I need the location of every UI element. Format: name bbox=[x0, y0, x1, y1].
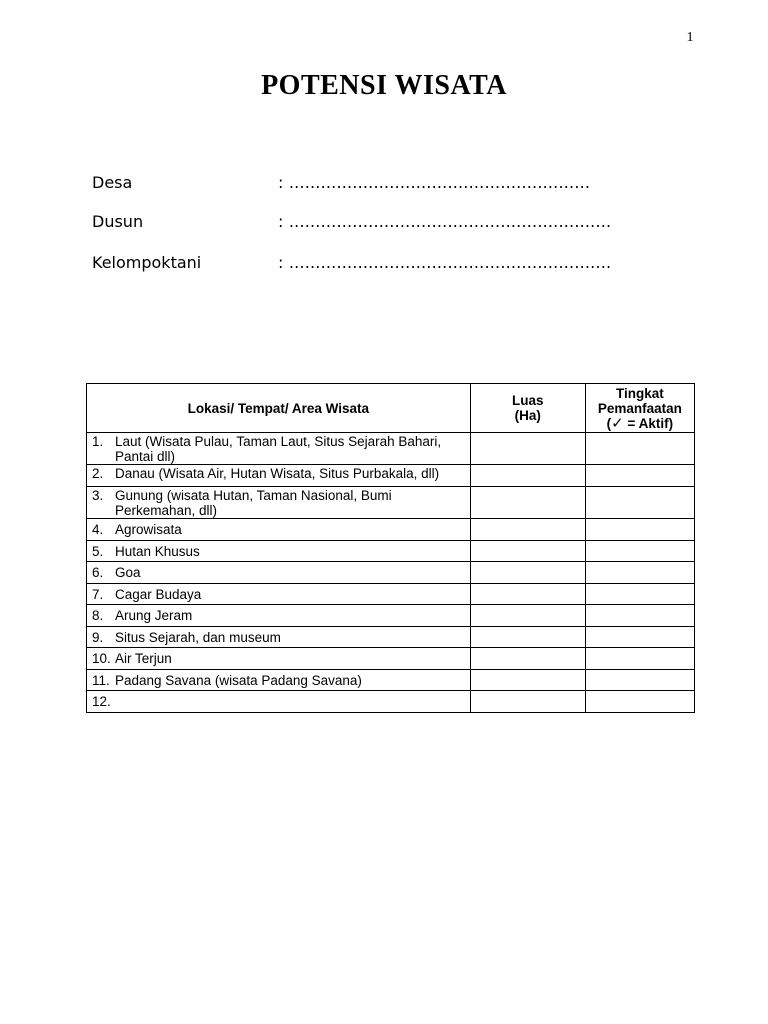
lokasi-cell bbox=[87, 691, 471, 713]
field-blank: : ............................................................. bbox=[278, 212, 612, 231]
luas-cell[interactable] bbox=[470, 540, 585, 562]
table-row bbox=[87, 562, 695, 584]
lokasi-cell bbox=[87, 626, 471, 648]
row-number: 7. bbox=[92, 586, 104, 602]
table-row bbox=[87, 669, 695, 691]
row-text: Gunung (wisata Hutan, Taman Nasional, Bumi Perkemahan, dll) bbox=[115, 488, 392, 518]
row-number: 4. bbox=[92, 522, 104, 537]
luas-cell[interactable] bbox=[470, 519, 585, 541]
tingkat-cell[interactable] bbox=[585, 433, 694, 465]
row-text: Situs Sejarah, dan museum bbox=[115, 629, 281, 645]
header-luas bbox=[470, 384, 585, 433]
luas-cell[interactable] bbox=[470, 487, 585, 519]
row-text: Laut (Wisata Pulau, Taman Laut, Situs Sejarah Bahari, Pantai dll) bbox=[115, 434, 442, 464]
row-text: Arung Jeram bbox=[115, 608, 193, 623]
tingkat-cell[interactable] bbox=[585, 605, 694, 627]
table-row bbox=[87, 691, 695, 713]
tingkat-cell[interactable] bbox=[585, 626, 694, 648]
header-tingkat-line1: Tingkat bbox=[616, 385, 664, 401]
luas-cell[interactable] bbox=[470, 691, 585, 713]
row-number: 3. bbox=[92, 488, 104, 503]
tingkat-cell[interactable] bbox=[585, 562, 694, 584]
luas-cell[interactable] bbox=[470, 626, 585, 648]
row-text: Cagar Budaya bbox=[115, 586, 202, 602]
table-row bbox=[87, 583, 695, 605]
lokasi-cell bbox=[87, 433, 471, 465]
luas-cell[interactable] bbox=[470, 669, 585, 691]
header-luas-line1: Luas bbox=[511, 393, 544, 408]
field-label: Kelompoktani bbox=[92, 253, 202, 272]
table-row bbox=[87, 648, 695, 670]
row-number: 12. bbox=[92, 694, 111, 709]
table-row bbox=[87, 519, 695, 541]
lokasi-cell bbox=[87, 487, 471, 519]
field-label: Dusun bbox=[92, 212, 144, 231]
page-title: POTENSI WISATA bbox=[261, 70, 507, 101]
luas-cell[interactable] bbox=[470, 583, 585, 605]
tingkat-cell[interactable] bbox=[585, 540, 694, 562]
luas-cell[interactable] bbox=[470, 433, 585, 465]
row-number: 5. bbox=[92, 543, 104, 559]
row-text: Goa bbox=[115, 565, 141, 580]
lokasi-cell bbox=[87, 519, 471, 541]
field-blank: : ......................................................... bbox=[278, 173, 591, 192]
tingkat-cell[interactable] bbox=[585, 583, 694, 605]
luas-cell[interactable] bbox=[470, 648, 585, 670]
field-blank: : ............................................................. bbox=[278, 253, 612, 272]
page-number: 1 bbox=[686, 30, 694, 45]
tingkat-cell[interactable] bbox=[585, 465, 694, 487]
row-text: Padang Savana (wisata Padang Savana) bbox=[115, 672, 362, 688]
table-row bbox=[87, 433, 695, 465]
row-number: 10. bbox=[92, 651, 111, 666]
lokasi-cell bbox=[87, 540, 471, 562]
checkmark-icon: ✓ bbox=[611, 413, 624, 432]
lokasi-cell bbox=[87, 583, 471, 605]
row-number: 9. bbox=[92, 629, 104, 645]
header-tingkat-rest: = Aktif) bbox=[627, 415, 674, 431]
tourism-potential-table bbox=[86, 383, 695, 713]
header-tingkat-line2: Pemanfaatan bbox=[597, 400, 682, 416]
header-tingkat-open: ( bbox=[606, 415, 612, 431]
tingkat-cell[interactable] bbox=[585, 691, 694, 713]
row-number: 1. bbox=[92, 434, 104, 449]
header-luas-line2: (Ha) bbox=[514, 408, 541, 423]
row-number: 11. bbox=[92, 672, 110, 688]
header-tingkat-line3 bbox=[586, 413, 694, 432]
tingkat-cell[interactable] bbox=[585, 519, 694, 541]
lokasi-cell bbox=[87, 648, 471, 670]
luas-cell[interactable] bbox=[470, 465, 585, 487]
row-text: Air Terjun bbox=[115, 651, 172, 666]
table-row bbox=[87, 540, 695, 562]
tingkat-cell[interactable] bbox=[585, 487, 694, 519]
luas-cell[interactable] bbox=[470, 562, 585, 584]
row-text: Hutan Khusus bbox=[115, 543, 200, 559]
lokasi-cell bbox=[87, 562, 471, 584]
row-number: 2. bbox=[92, 466, 104, 481]
tingkat-cell[interactable] bbox=[585, 648, 694, 670]
header-lokasi: Lokasi/ Tempat/ Area Wisata bbox=[87, 384, 471, 433]
header-tingkat bbox=[585, 384, 694, 433]
lokasi-cell bbox=[87, 605, 471, 627]
table-header-row bbox=[87, 384, 695, 433]
table-row bbox=[87, 605, 695, 627]
row-text: Agrowisata bbox=[115, 522, 182, 537]
row-number: 6. bbox=[92, 565, 104, 580]
lokasi-cell bbox=[87, 669, 471, 691]
field-label: Desa bbox=[92, 173, 133, 192]
lokasi-cell bbox=[87, 465, 471, 487]
luas-cell[interactable] bbox=[470, 605, 585, 627]
row-text: Danau (Wisata Air, Hutan Wisata, Situs Purbakala, dll) bbox=[115, 466, 440, 481]
table-row bbox=[87, 626, 695, 648]
table-row bbox=[87, 487, 695, 519]
tingkat-cell[interactable] bbox=[585, 669, 694, 691]
row-number: 8. bbox=[92, 608, 104, 623]
table-row bbox=[87, 465, 695, 487]
